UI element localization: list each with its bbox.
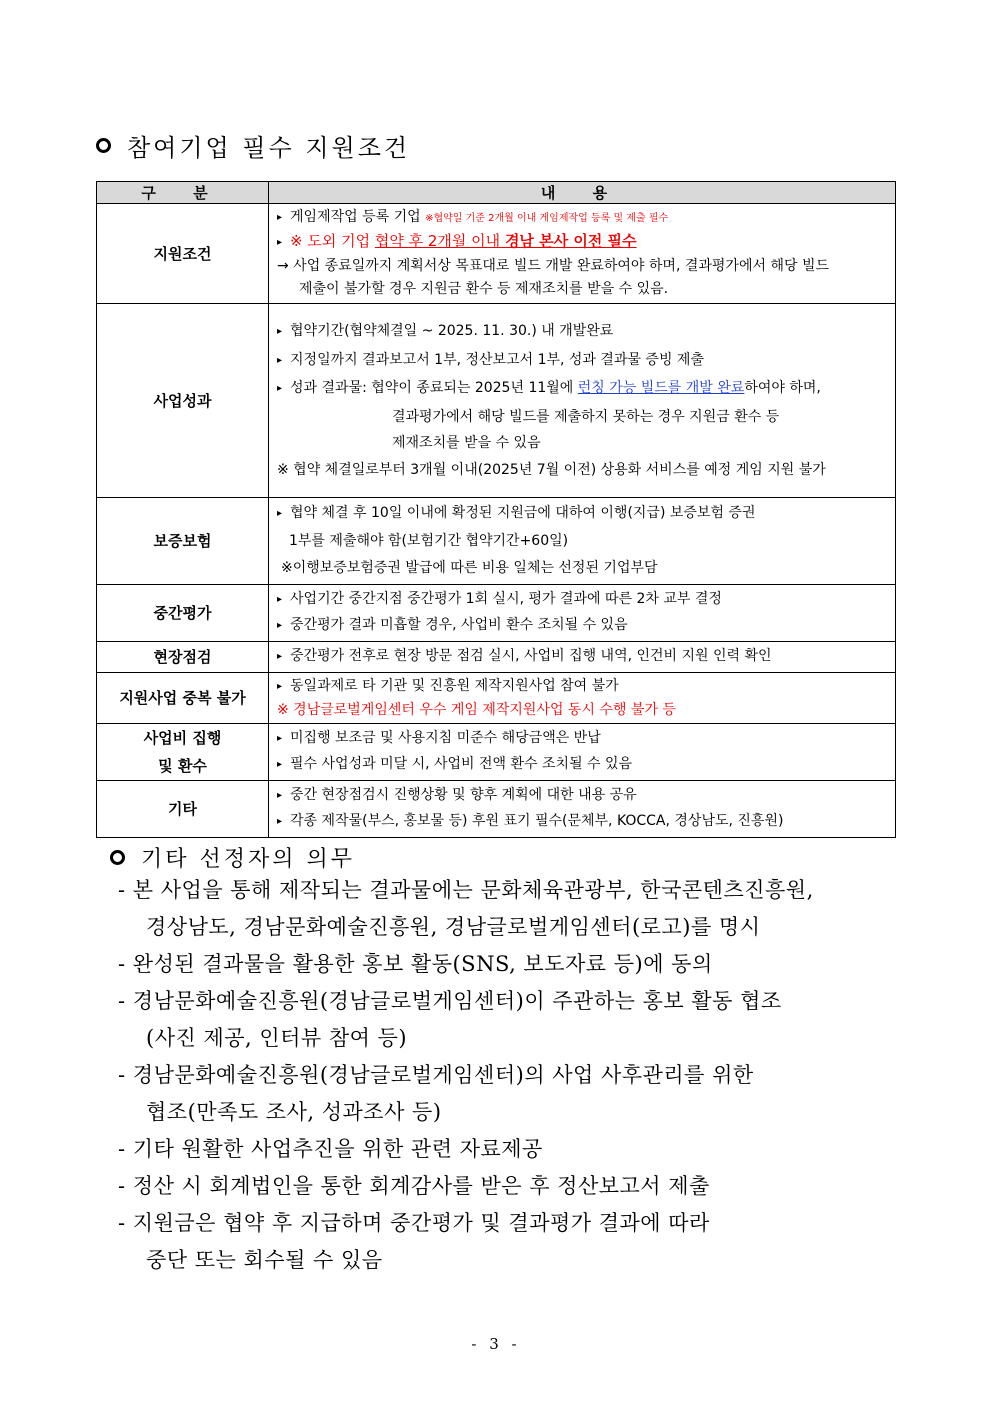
- row-content: [269, 204, 896, 304]
- list-item: - 정산 시 회계법인을 통한 회계감사를 받은 후 정산보고서 제출: [118, 1168, 898, 1205]
- circle-bullet-icon: [110, 850, 125, 865]
- row-content: [269, 781, 896, 838]
- list-item-continuation: (사진 제공, 인터뷰 참여 등): [146, 1026, 408, 1050]
- list-item: ▸ 각종 제작물(부스, 홍보물 등) 후원 표기 필수(문체부, KOCCA, 경상남도, 진흥원): [277, 809, 889, 835]
- header-category: 구 분: [97, 182, 269, 204]
- table-header-row: [97, 182, 896, 204]
- list-item: - 본 사업을 통해 제작되는 결과물에는 문화체육관광부, 한국콘텐츠진흥원,: [118, 872, 898, 909]
- list-item-continuation: 제재조치를 받을 수 있음: [392, 435, 541, 451]
- list-item-continuation: 제출이 불가할 경우 지원금 환수 등 제재조치를 받을 수 있음.: [299, 281, 669, 297]
- list-item: ▸ 사업기간 중간지점 중간평가 1회 실시, 평가 결과에 따른 2차 교부 결정: [277, 587, 889, 613]
- list-item: ▸ 중간평가 전후로 현장 방문 점검 실시, 사업비 집행 내역, 인건비 지원 인력 확인: [277, 644, 889, 670]
- row-category: 사업성과: [97, 304, 269, 498]
- list-item-continuation: 중단 또는 회수될 수 있음: [146, 1248, 383, 1272]
- row-category: 지원사업 중복 불가: [97, 673, 269, 724]
- list-item: ▸ 미집행 보조금 및 사용지침 미준수 해당금액은 반납: [277, 726, 889, 752]
- list-item-continuation: 경상남도, 경남문화예술진흥원, 경남글로벌게임센터(로고)를 명시: [146, 915, 761, 939]
- list-item: → 사업 종료일까지 계획서상 목표대로 빌드 개발 완료하여야 하며, 결과평가에서 해당 빌드: [277, 258, 829, 274]
- list-item: ▸ 지정일까지 결과보고서 1부, 정산보고서 1부, 성과 결과물 증빙 제출: [277, 347, 889, 376]
- list-item: ▸ 게임제작업 등록 기업 ※협약일 기준 2개월 이내 게임제작업 등록 및 제출 필수: [277, 206, 889, 230]
- list-item: ▸ ※ 도외 기업 협약 후 2개월 이내 경남 본사 이전 필수: [277, 230, 889, 255]
- obligations-list: [118, 872, 898, 1279]
- table-row: [97, 781, 896, 838]
- row-category: 보증보험: [97, 498, 269, 585]
- list-item: - 기타 원활한 사업추진을 위한 관련 자료제공: [118, 1131, 898, 1168]
- list-item: - 완성된 결과물을 활용한 홍보 활동(SNS, 보도자료 등)에 동의: [118, 946, 898, 983]
- section-title-obligations: [110, 842, 355, 873]
- list-item: - 경남문화예술진흥원(경남글로벌게임센터)의 사업 사후관리를 위한: [118, 1057, 898, 1094]
- list-item: ▸ 중간 현장점검시 진행상황 및 향후 계획에 대한 내용 공유: [277, 783, 889, 809]
- row-content: [269, 724, 896, 781]
- conditions-table: [96, 181, 896, 838]
- row-content: [269, 642, 896, 673]
- list-item: - 경남문화예술진흥원(경남글로벌게임센터)이 주관하는 홍보 활동 협조: [118, 983, 898, 1020]
- list-note: ※ 협약 체결일로부터 3개월 이내(2025년 7월 이전) 상용화 서비스를 예정 게임 지원 불가: [277, 461, 826, 478]
- list-item: ▸ 동일과제로 타 기관 및 진흥원 제작지원사업 참여 불가: [277, 675, 889, 699]
- circle-bullet-icon: [96, 138, 111, 153]
- table-row: [97, 304, 896, 498]
- row-content: [269, 585, 896, 642]
- row-content: [269, 498, 896, 585]
- table-row: [97, 724, 896, 781]
- row-category: 사업비 집행 및 환수: [97, 724, 269, 781]
- list-note: ※이행보증보험증권 발급에 따른 비용 일체는 선정된 기업부담: [281, 560, 658, 576]
- list-item: ▸ 필수 사업성과 미달 시, 사업비 전액 환수 조치될 수 있음: [277, 752, 889, 778]
- row-content: [269, 673, 896, 724]
- header-content: 내 용: [269, 182, 896, 204]
- page-number: - 3 -: [471, 1335, 521, 1353]
- section-title-text: 기타 선정자의 의무: [141, 847, 356, 872]
- table-row: [97, 673, 896, 724]
- list-item-continuation: 협조(만족도 조사, 성과조사 등): [146, 1100, 442, 1124]
- list-note: ※ 경남글로벌게임센터 우수 게임 제작지원사업 동시 수행 불가 등: [277, 702, 676, 718]
- list-item: ▸ 중간평가 결과 미흡할 경우, 사업비 환수 조치될 수 있음: [277, 613, 889, 639]
- row-category: 지원조건: [97, 204, 269, 304]
- list-item-continuation: 결과평가에서 해당 빌드를 제출하지 못하는 경우 지원금 환수 등: [392, 408, 780, 425]
- section-title-text: 참여기업 필수 지원조건: [127, 134, 411, 162]
- table-row: [97, 204, 896, 304]
- section-title-required-conditions: [96, 128, 410, 163]
- row-category: 현장점검: [97, 642, 269, 673]
- list-item-continuation: 1부를 제출해야 함(보험기간 협약기간+60일): [289, 533, 569, 549]
- list-item: ▸ 협약기간(협약체결일 ~ 2025. 11. 30.) 내 개발완료: [277, 318, 889, 347]
- list-item: ▸ 성과 결과물: 협약이 종료되는 2025년 11월에 런칭 가능 빌드를 개발 완료하여야 하며,: [277, 375, 889, 404]
- list-item: ▸ 협약 체결 후 10일 이내에 확정된 지원금에 대하여 이행(지급) 보증보험 증권: [277, 500, 889, 528]
- table-row: [97, 585, 896, 642]
- list-item: - 지원금은 협약 후 지급하며 중간평가 및 결과평가 결과에 따라: [118, 1205, 898, 1242]
- row-category: 중간평가: [97, 585, 269, 642]
- table-row: [97, 642, 896, 673]
- row-category: 기타: [97, 781, 269, 838]
- table-row: [97, 498, 896, 585]
- row-content: [269, 304, 896, 498]
